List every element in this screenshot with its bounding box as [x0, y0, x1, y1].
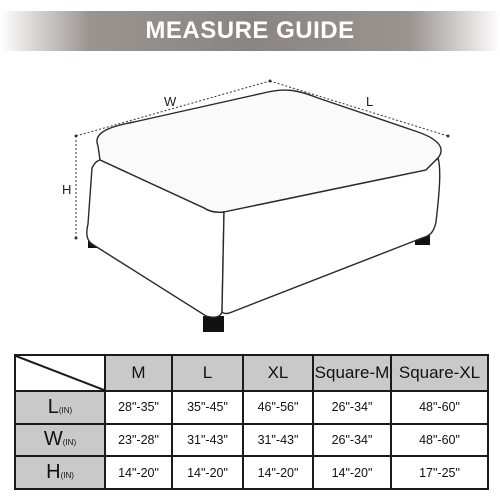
table-cell: 48"-60" — [391, 391, 488, 424]
table-cell: 14"-20" — [105, 456, 172, 489]
corner-cell — [15, 355, 105, 391]
table-cell: 14"-20" — [172, 456, 243, 489]
row-header-length: L(IN) — [15, 391, 105, 424]
column-header: L — [172, 355, 243, 391]
size-table — [14, 354, 489, 490]
table-cell: 26"-34" — [313, 424, 391, 457]
length-label: L — [366, 94, 374, 109]
table-cell: 46"-56" — [243, 391, 313, 424]
table-cell: 26"-34" — [313, 391, 391, 424]
table-cell: 23"-28" — [105, 424, 172, 457]
table-cell: 35"-45" — [172, 391, 243, 424]
table-row — [15, 391, 488, 424]
table-cell: 48"-60" — [391, 424, 488, 457]
column-header: Square-XL — [391, 355, 488, 391]
table-cell: 14"-20" — [243, 456, 313, 489]
table-header-row — [15, 355, 488, 391]
height-label: H — [62, 182, 72, 197]
table-cell: 17"-25" — [391, 456, 488, 489]
ottoman-diagram — [0, 60, 500, 340]
column-header: XL — [243, 355, 313, 391]
table-cell: 28"-35" — [105, 391, 172, 424]
table-row — [15, 424, 488, 457]
table-cell: 14"-20" — [313, 456, 391, 489]
banner-title: MEASURE GUIDE — [145, 17, 355, 44]
column-header: Square-M — [313, 355, 391, 391]
ottoman-foot — [203, 316, 224, 332]
header-banner — [0, 11, 500, 51]
row-header-width: W(IN) — [15, 424, 105, 457]
table-cell: 31"-43" — [243, 424, 313, 457]
column-header: M — [105, 355, 172, 391]
row-header-height: H(IN) — [15, 456, 105, 489]
table-cell: 31"-43" — [172, 424, 243, 457]
width-label: W — [164, 94, 177, 109]
table-row — [15, 456, 488, 489]
